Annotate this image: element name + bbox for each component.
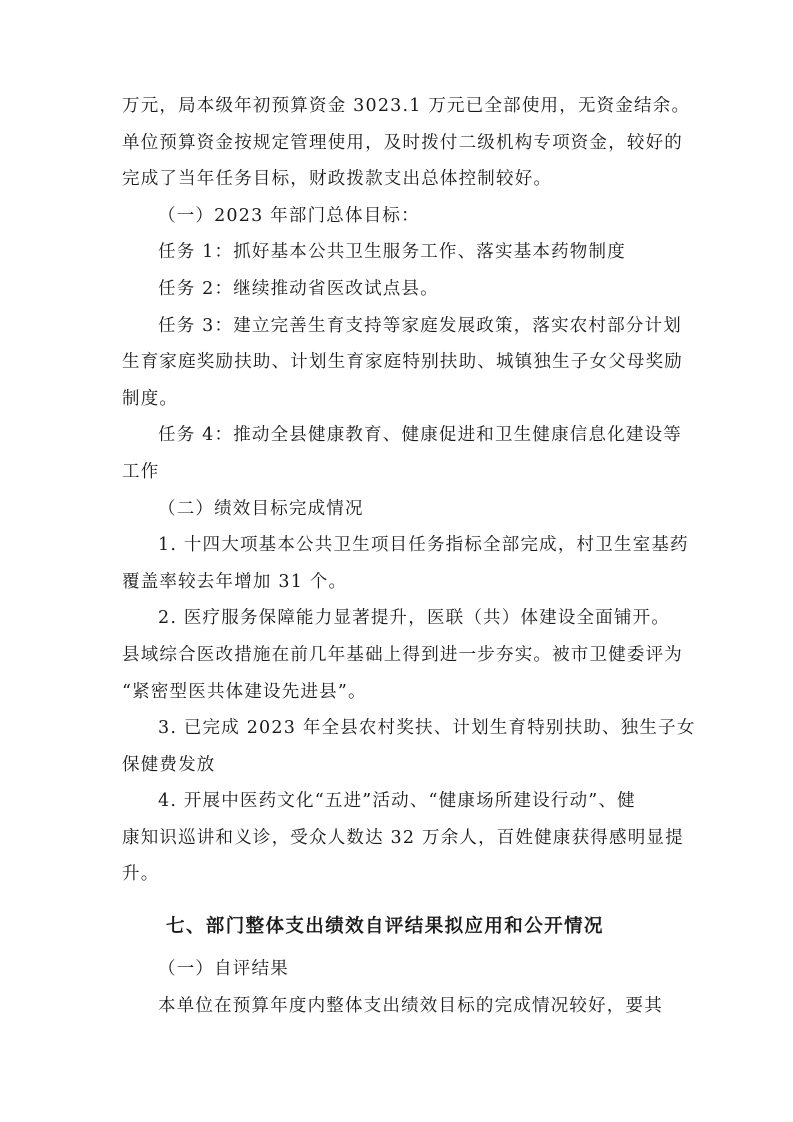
text-line: 生育家庭奖励扶助、计划生育家庭特别扶助、城镇独生子女父母奖励 xyxy=(122,352,683,373)
subheading-performance-completion xyxy=(122,491,682,528)
text-line: 完成了当年任务目标，财政拨款支出总体控制较好。 xyxy=(122,169,553,190)
text-line: “紧密型医共体建设先进县”。 xyxy=(122,681,367,702)
section-heading: 七、部门整体支出绩效自评结果拟应用和公开情况 xyxy=(166,916,604,938)
paragraph-item-3 xyxy=(122,710,696,783)
text-line: 升。 xyxy=(122,864,160,885)
paragraph-item-1 xyxy=(122,527,689,600)
text-line: 任务 1：抓好基本公共卫生服务工作、落实基本药物制度 xyxy=(158,242,626,263)
text-line: 任务 4：推动全县健康教育、健康促进和卫生健康信息化建设等 xyxy=(158,425,682,446)
text-line: 覆盖率较去年增加 31 个。 xyxy=(122,571,348,592)
text-line: （一）2023 年部门总体目标： xyxy=(158,205,420,226)
text-line: 工作 xyxy=(122,461,160,482)
paragraph-budget-summary xyxy=(122,88,691,198)
paragraph-task-3 xyxy=(122,308,682,418)
subsection-heading: （一）自评结果 xyxy=(158,959,289,980)
paragraph-item-2 xyxy=(122,600,682,710)
text-line: 1. 十四大项基本公共卫生项目任务指标全部完成，村卫生室基药 xyxy=(158,535,689,556)
text-line: （二）绩效目标完成情况 xyxy=(158,498,364,519)
text-line: 本单位在预算年度内整体支出绩效目标的完成情况较好，要其 xyxy=(158,995,663,1016)
text-line: 单位预算资金按规定管理使用，及时拨付二级机构专项资金，较好的 xyxy=(122,132,683,153)
text-line: 康知识巡讲和义诊，受众人数达 32 万余人，百姓健康获得感明显提 xyxy=(122,827,684,848)
paragraph-task-2 xyxy=(122,271,682,308)
text-line: 制度。 xyxy=(122,388,179,409)
text-line: 县域综合医改措施在前几年基础上得到进一步夯实。被市卫健委评为 xyxy=(122,644,683,665)
text-line: 2. 医疗服务保障能力显著提升，医联（共）体建设全面铺开。 xyxy=(158,608,671,629)
document-body xyxy=(122,88,696,1024)
text-line: 万元，局本级年初预算资金 3023.1 万元已全部使用，无资金结余。 xyxy=(122,96,691,116)
text-line: 3. 已完成 2023 年全县农村奖扶、计划生育特别扶助、独生子女 xyxy=(158,718,696,739)
paragraph-item-4 xyxy=(122,783,682,893)
text-line: 任务 2：继续推动省医改试点县。 xyxy=(158,278,439,299)
text-line: 4. 开展中医药文化“五进”活动、“健康场所建设行动”、健 xyxy=(158,791,636,812)
text-line: 保健费发放 xyxy=(122,754,216,775)
paragraph-task-4 xyxy=(122,417,682,490)
paragraph-task-1 xyxy=(122,234,682,271)
text-line: 任务 3：建立完善生育支持等家庭发展政策，落实农村部分计划 xyxy=(158,315,682,336)
subheading-overall-goals xyxy=(122,198,682,235)
